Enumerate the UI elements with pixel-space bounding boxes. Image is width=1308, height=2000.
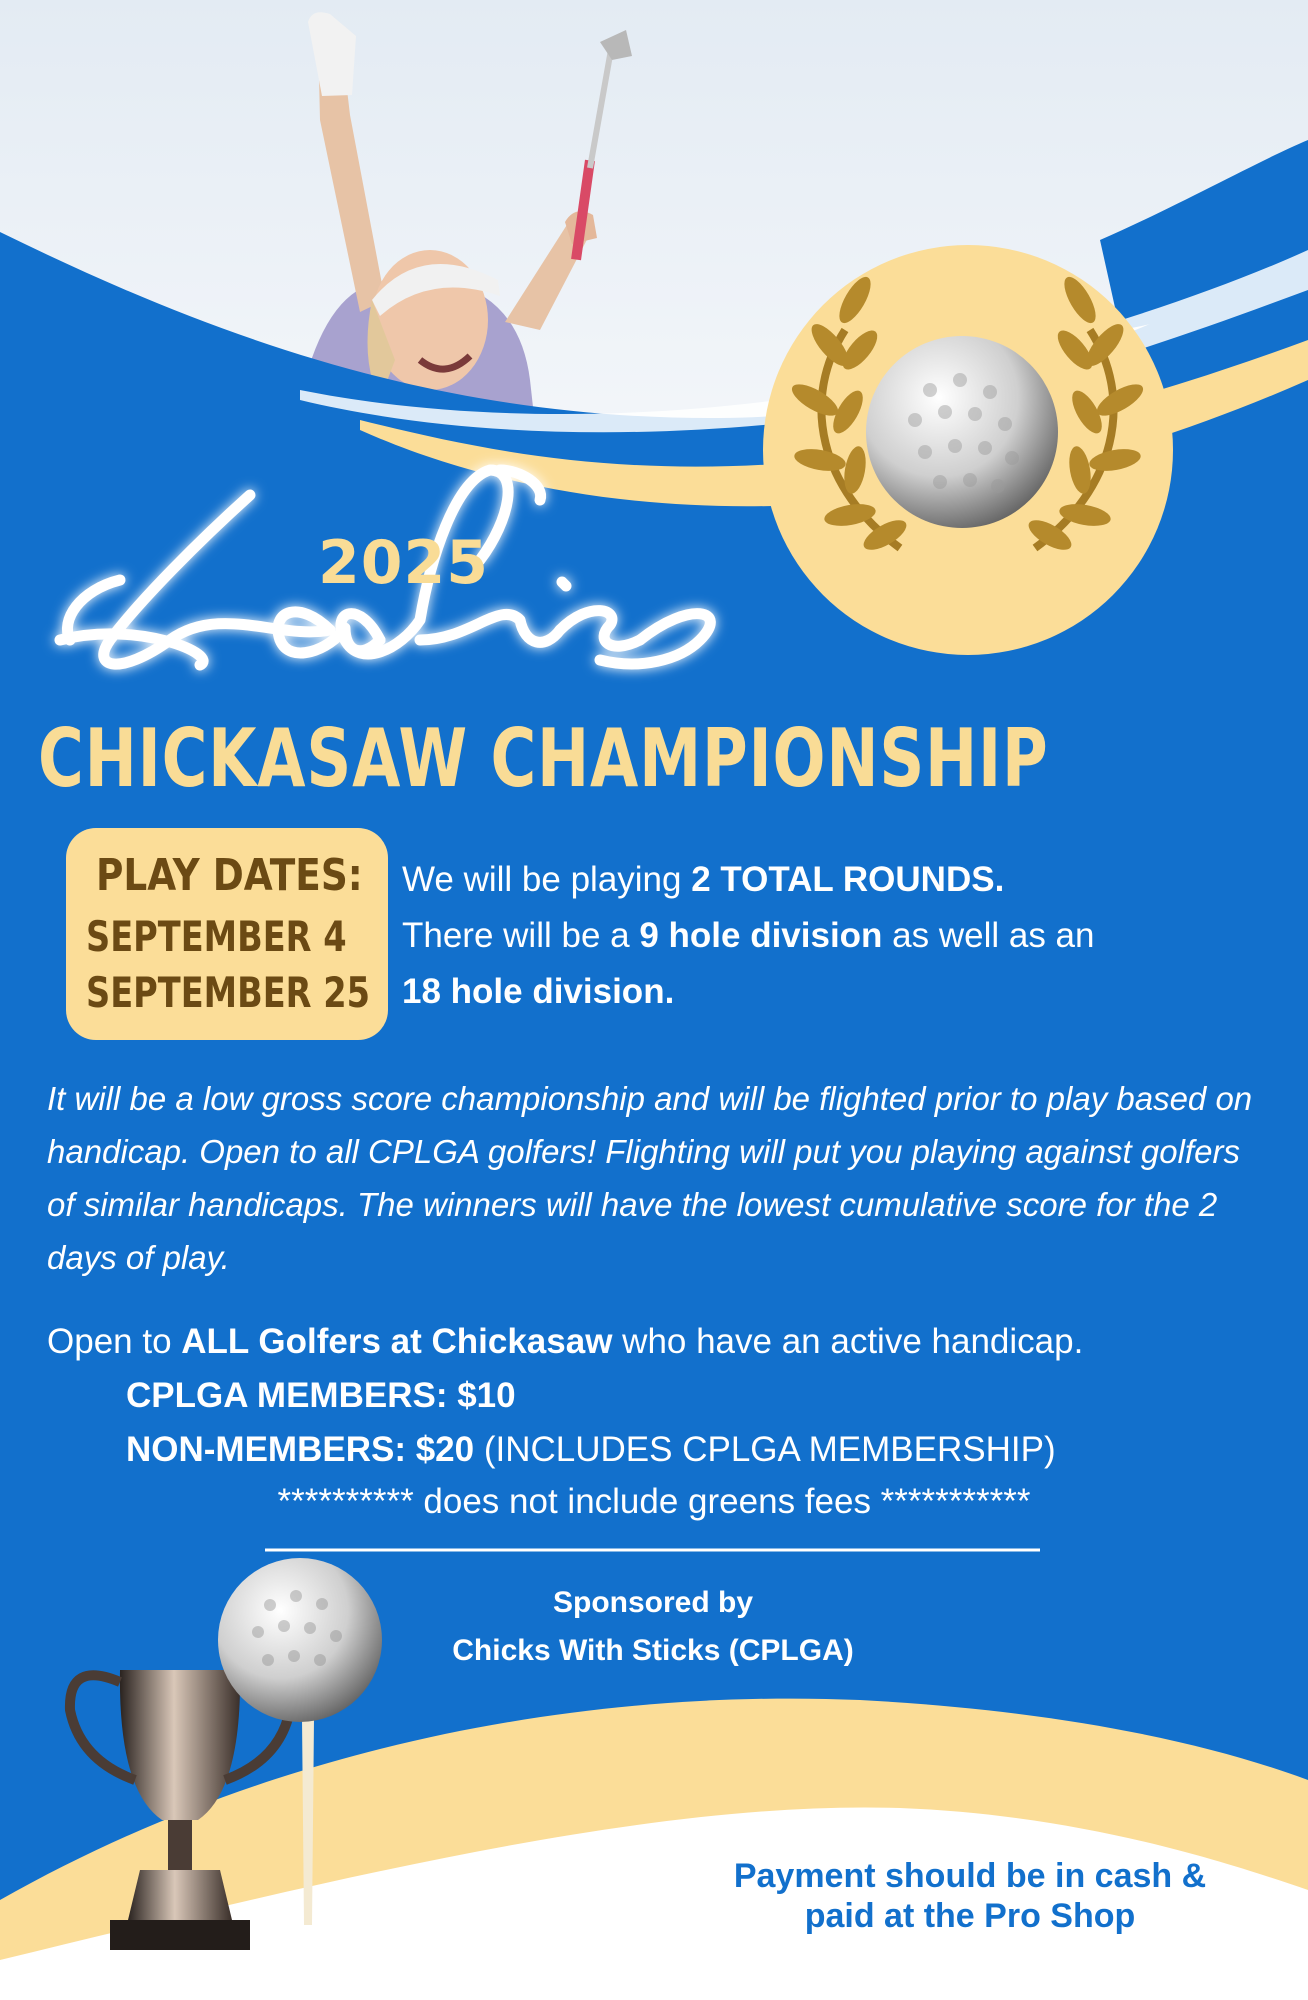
sponsor-name: Chicks With Sticks (CPLGA) <box>452 1634 854 1667</box>
payment-line-1: Payment should be in cash & <box>733 1857 1207 1895</box>
play-date-1: SEPTEMBER 4 <box>86 912 347 961</box>
rounds-line-2: There will be a 9 hole division as well as an <box>402 916 1095 955</box>
event-year: 2025 <box>318 528 489 598</box>
golf-ball-icon <box>866 336 1058 528</box>
play-date-2: SEPTEMBER 25 <box>86 968 370 1017</box>
eligibility-line: Open to ALL Golfers at Chickasaw who have an active handicap. <box>47 1322 1084 1361</box>
championship-description: It will be a low gross score championship and will be flighted prior to play based on handicap. Open to all CPLGA golfers! Flighting will put you playing against golfers of similar handicaps. The winners will have the lowest cumulative score for the 2 days of play. <box>47 1080 1253 1276</box>
sponsor-label: Sponsored by <box>552 1586 754 1619</box>
greens-fees-note: ********** does not include greens fees *********** <box>277 1482 1031 1521</box>
rounds-line-3: 18 hole division. <box>402 972 675 1011</box>
event-title: CHICKASAW CHAMPIONSHIP <box>38 712 1049 805</box>
member-fee: CPLGA MEMBERS: $10 <box>126 1376 516 1415</box>
non-member-fee: NON-MEMBERS: $20 (INCLUDES CPLGA MEMBERSHIP) <box>126 1430 1056 1469</box>
rounds-line-1: We will be playing 2 TOTAL ROUNDS. <box>402 860 1005 899</box>
play-dates-box <box>66 828 388 1040</box>
payment-line-2: paid at the Pro Shop <box>804 1897 1136 1935</box>
play-dates-heading: PLAY DATES: <box>96 850 363 901</box>
